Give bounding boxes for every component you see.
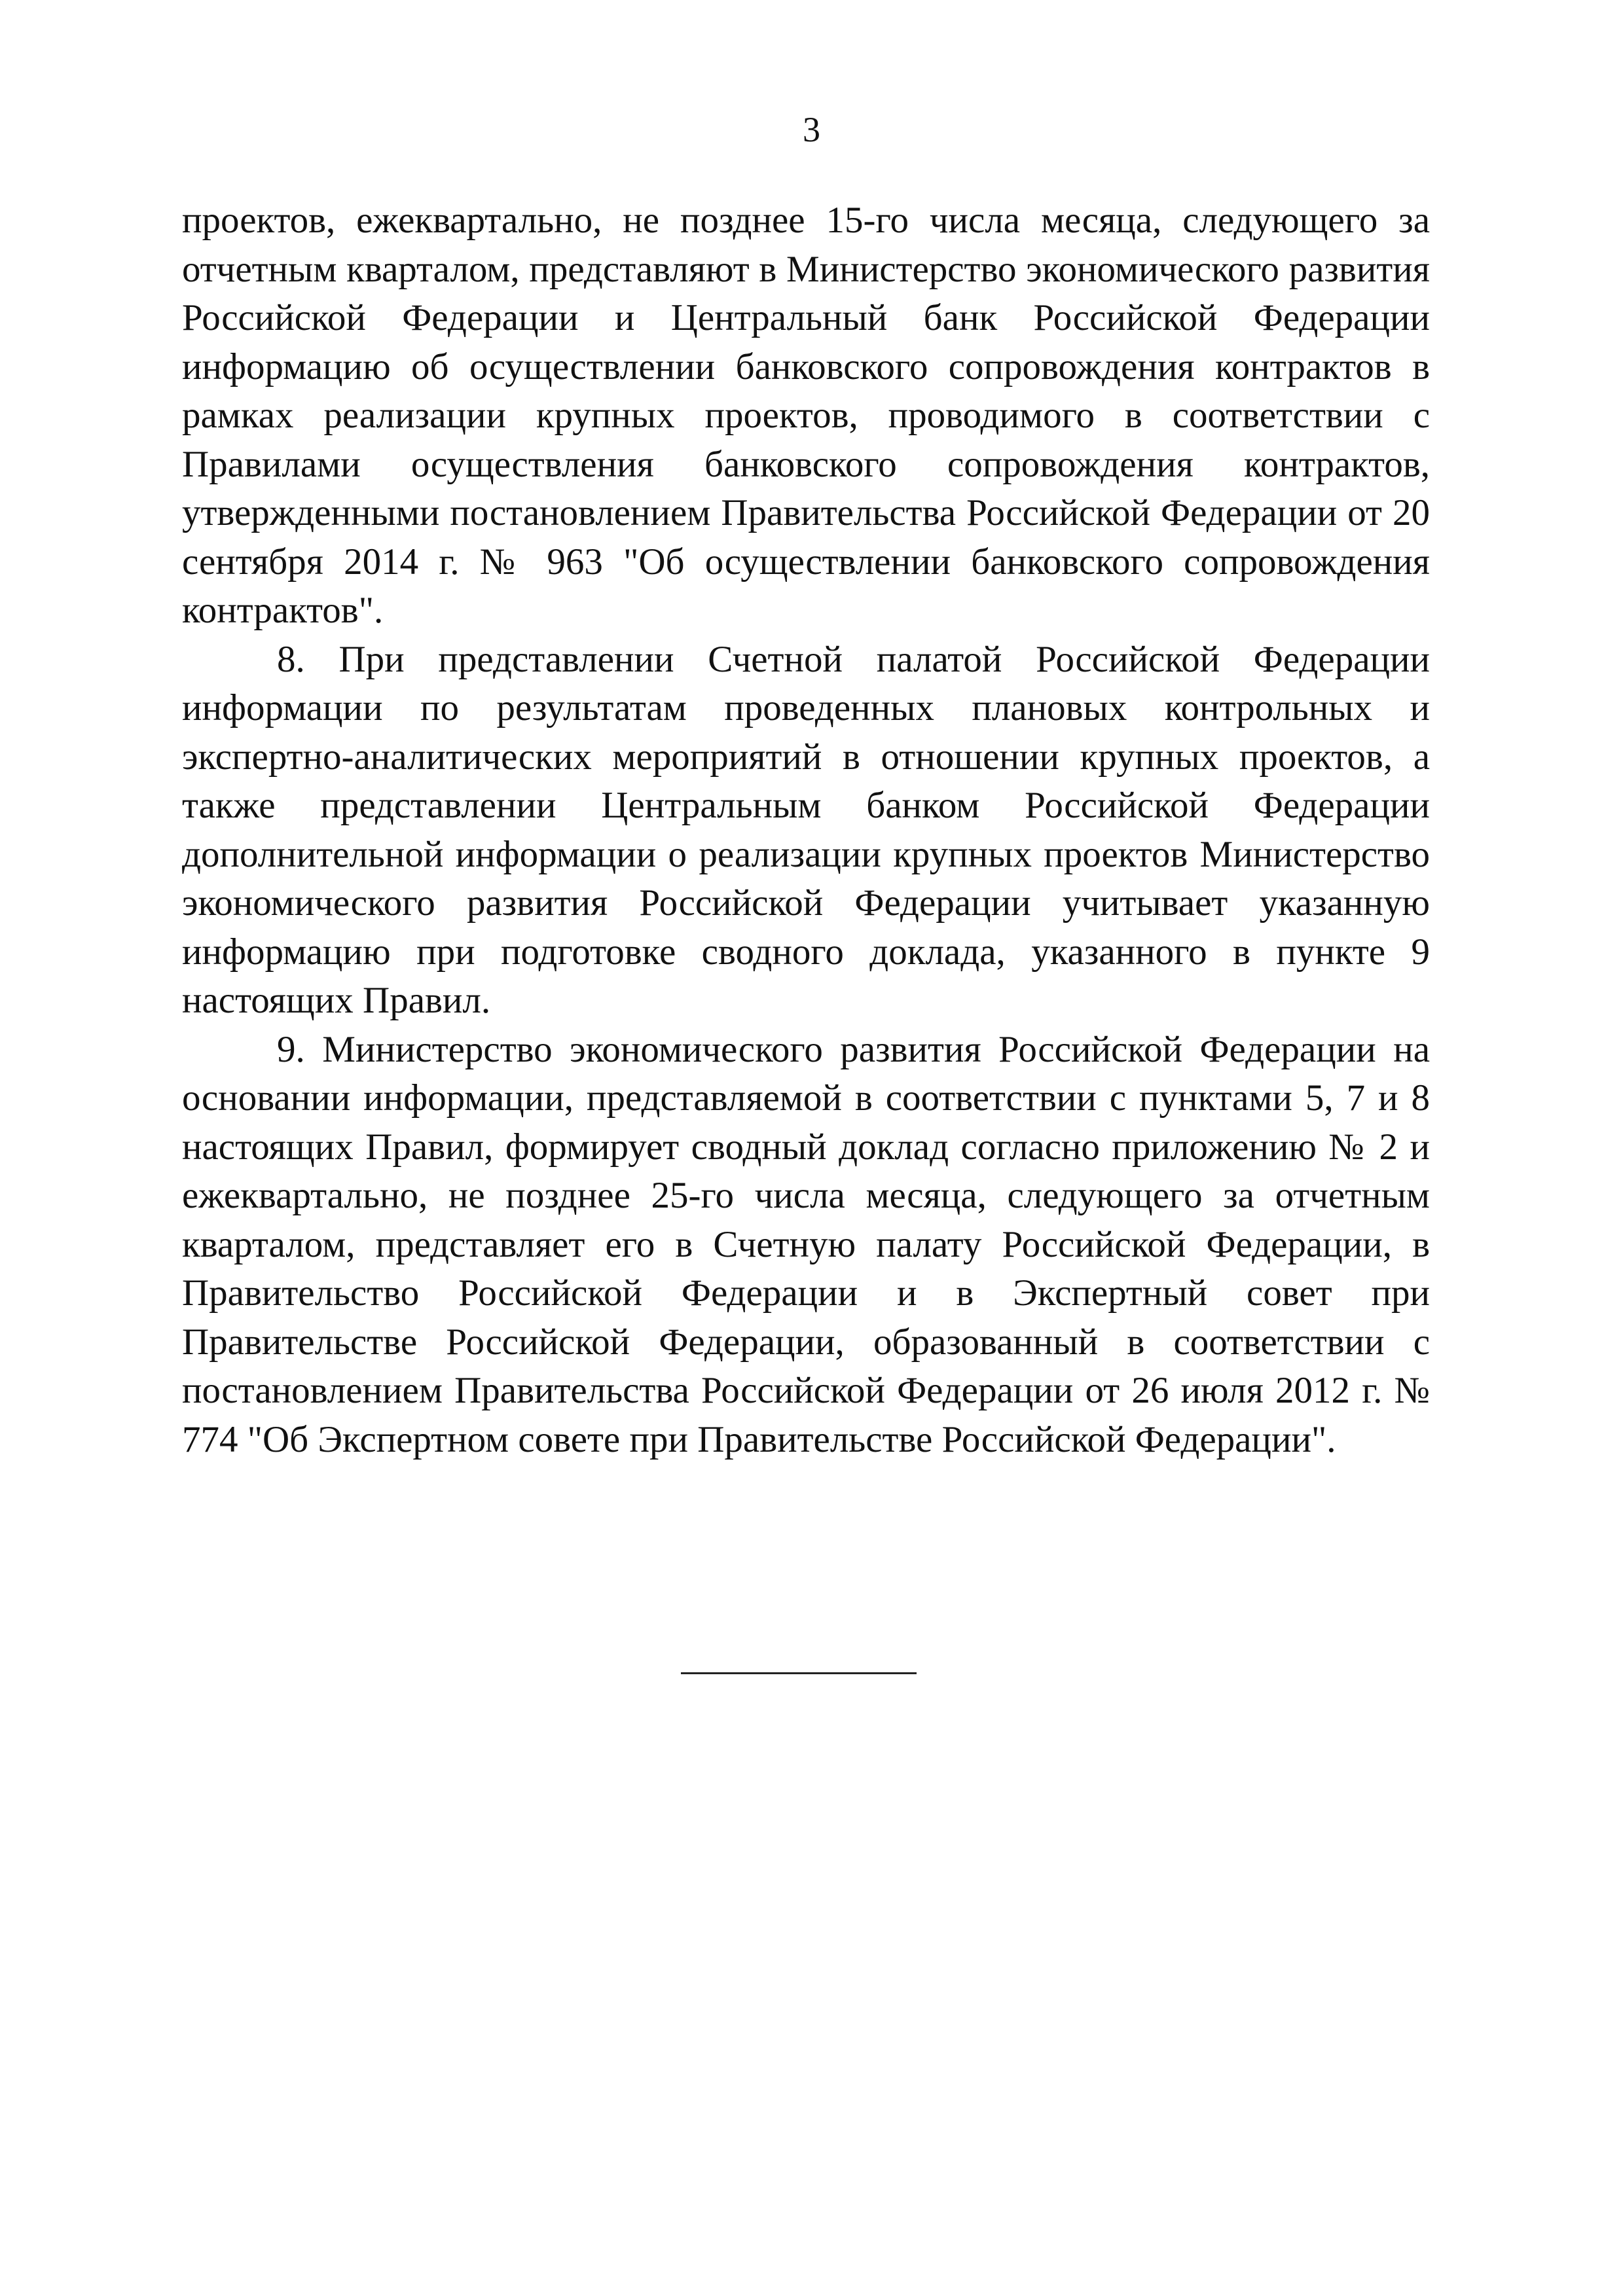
- paragraph-continuation: проектов, ежеквартально, не позднее 15-го числа месяца, следующего за отчетным кварталом, представляют в Министерство экономического развития Российской Федерации и Центральный банк Российской Федерации информацию об осуществлении банковского сопровождения контрактов в рамках реализации крупных проектов, проводимого в соответствии с Правилами осуществления банковского сопровождения контрактов, утвержденными постановлением Правительства Российской Федерации от 20 сентября 2014 г. № 963 "Об осуществлении банковского сопровождения контрактов".: [182, 200, 1430, 631]
- paragraph-item-9: 9. Министерство экономического развития Российской Федерации на основании информации, представляемой в соответствии с пунктами 5, 7 и 8 настоящих Правил, формирует сводный доклад согласно приложению № 2 и ежеквартально, не позднее 25-го числа месяца, следующего за отчетным кварталом, представляет его в Счетную палату Российской Федерации, в Правительство Российской Федерации и в Экспертный совет при Правительстве Российской Федерации, образованный в соответствии с постановлением Правительства Российской Федерации от 26 июля 2012 г. № 774 "Об Экспертном совете при Правительстве Российской Федерации".: [182, 1028, 1430, 1460]
- page-number: 3: [803, 110, 820, 149]
- end-of-document-rule: [681, 1672, 917, 1674]
- paragraph-item-8: 8. При представлении Счетной палатой Российской Федерации информации по результатам проведенных плановых контрольных и экспертно-аналитических мероприятий в отношении крупных проектов, а также представлении Центральным банком Российской Федерации дополнительной информации о реализации крупных проектов Министерство экономического развития Российской Федерации учитывает указанную информацию при подготовке сводного доклада, указанного в пункте 9 настоящих Правил.: [182, 638, 1430, 1021]
- document-body: [182, 196, 1430, 1464]
